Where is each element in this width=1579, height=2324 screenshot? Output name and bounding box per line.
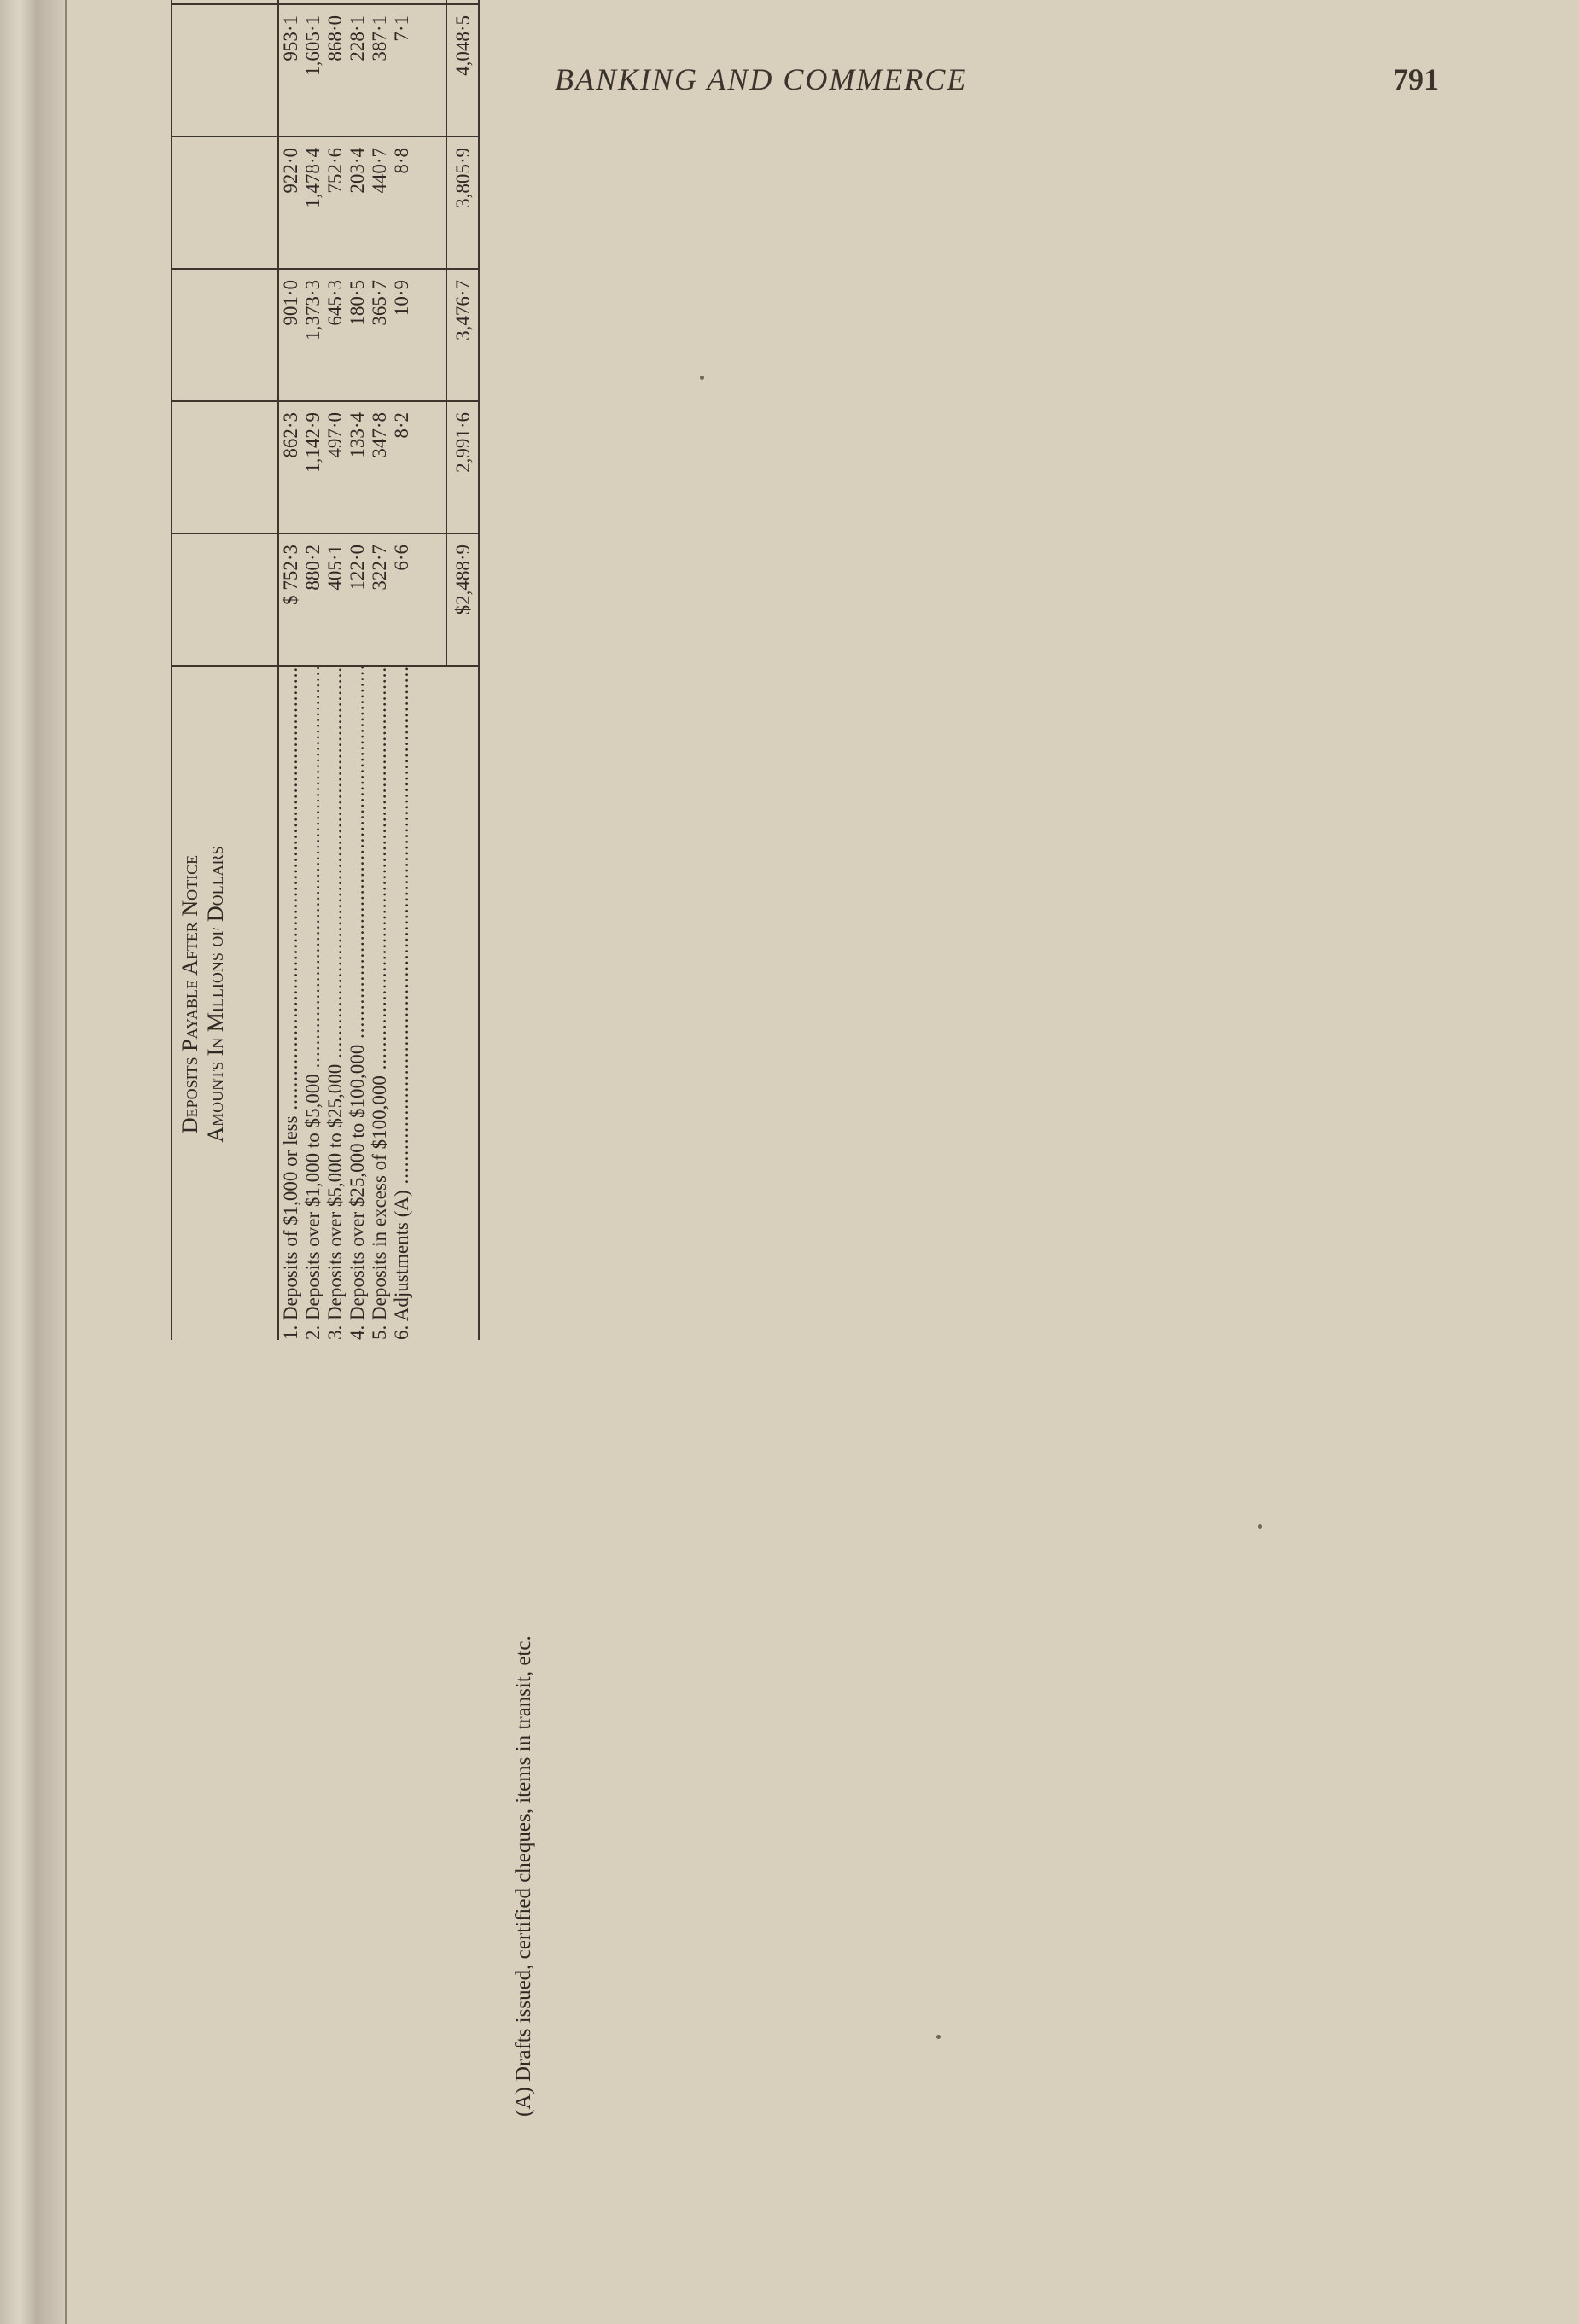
year-column xyxy=(280,412,413,529)
row-label xyxy=(369,666,391,1340)
total-cell: 3,476·7 xyxy=(452,280,474,341)
table-cell: 6·6 xyxy=(391,545,412,571)
column-rule xyxy=(171,269,478,271)
table-cell: 752·6 xyxy=(324,148,346,194)
row-label-text: 2. Deposits over $1,000 to $5,000 ..... xyxy=(302,666,323,1340)
stub-heading-line-2: Amounts In Millions of Dollars xyxy=(203,846,228,1143)
table-cell: 8·2 xyxy=(391,412,412,439)
table-cell: 497·0 xyxy=(324,412,346,458)
table-cell: 347·8 xyxy=(369,412,390,458)
row-label xyxy=(324,666,347,1340)
year-column xyxy=(280,148,413,265)
row-label-text: 4. Deposits over $25,000 to $100,000 ..... xyxy=(347,666,368,1340)
year-column xyxy=(280,280,413,397)
header-rule xyxy=(277,0,279,1340)
table-cell: 880·2 xyxy=(302,545,323,591)
table-cell: 862·3 xyxy=(280,412,301,458)
table-cell: 203·4 xyxy=(347,148,368,194)
deposits-table xyxy=(171,0,478,1340)
table-cell: 365·7 xyxy=(369,280,390,326)
table-cell: 122·0 xyxy=(347,545,368,591)
gutter-shadow xyxy=(65,0,67,2324)
running-header: BANKING AND COMMERCE xyxy=(555,62,968,96)
table-cell: 868·0 xyxy=(324,15,346,61)
column-rule xyxy=(171,533,478,535)
table-cell: 180·5 xyxy=(347,280,368,326)
row-label-text: 1. Deposits of $1,000 or less ..... xyxy=(280,666,301,1340)
book-gutter xyxy=(0,0,67,2324)
row-label xyxy=(347,666,369,1340)
year-column xyxy=(280,15,413,132)
total-cell: 4,048·5 xyxy=(452,15,474,76)
table-cell: 1,605·1 xyxy=(302,15,323,76)
row-label xyxy=(391,666,413,1340)
total-cell: $2,488·9 xyxy=(452,545,474,615)
row-label xyxy=(302,666,324,1340)
row-label-text: 6. Adjustments (A) ..... xyxy=(391,666,412,1340)
total-cell: 3,805·9 xyxy=(452,148,474,208)
row-labels xyxy=(280,666,413,1340)
row-label xyxy=(280,666,302,1340)
footnote: (A) Drafts issued, certified cheques, items in transit, etc. xyxy=(512,1635,535,2117)
table-cell: 405·1 xyxy=(324,545,346,591)
paper-speck xyxy=(1258,1524,1262,1529)
year-column xyxy=(280,545,413,661)
column-rule xyxy=(171,666,478,667)
table-cell: 922·0 xyxy=(280,148,301,194)
table-cell: 645·3 xyxy=(324,280,346,326)
table-cell: 10·9 xyxy=(391,280,412,317)
table-cell: 228·1 xyxy=(347,15,368,61)
table-cell: 322·7 xyxy=(369,545,390,591)
table-cell: $ 752·3 xyxy=(280,545,301,605)
table-cell: 133·4 xyxy=(347,412,368,458)
column-rule xyxy=(171,4,478,6)
table-cell: 440·7 xyxy=(369,148,390,194)
table-bottom-rule xyxy=(478,0,480,1340)
column-rule xyxy=(171,401,478,403)
page-number: 791 xyxy=(1393,62,1439,96)
table-cell: 387·1 xyxy=(369,15,390,61)
totals-rule xyxy=(446,0,447,666)
table-cell: 1,373·3 xyxy=(302,280,323,341)
stub-heading xyxy=(171,683,277,1306)
paper-speck xyxy=(936,2035,941,2039)
table-cell: 7·1 xyxy=(391,15,412,42)
table-cell: 1,478·4 xyxy=(302,148,323,208)
row-label-text: 3. Deposits over $5,000 to $25,000 ..... xyxy=(324,666,346,1340)
paper-speck xyxy=(700,376,704,380)
column-rule xyxy=(171,137,478,138)
table-cell: 953·1 xyxy=(280,15,301,61)
table-cell: 901·0 xyxy=(280,280,301,326)
total-cell: 2,991·6 xyxy=(452,412,474,473)
table-cell: 8·8 xyxy=(391,148,412,174)
stub-heading-line-1: Deposits Payable After Notice xyxy=(178,854,202,1134)
row-label-text: 5. Deposits in excess of $100,000 ..... xyxy=(369,666,390,1340)
table-cell: 1,142·9 xyxy=(302,412,323,473)
